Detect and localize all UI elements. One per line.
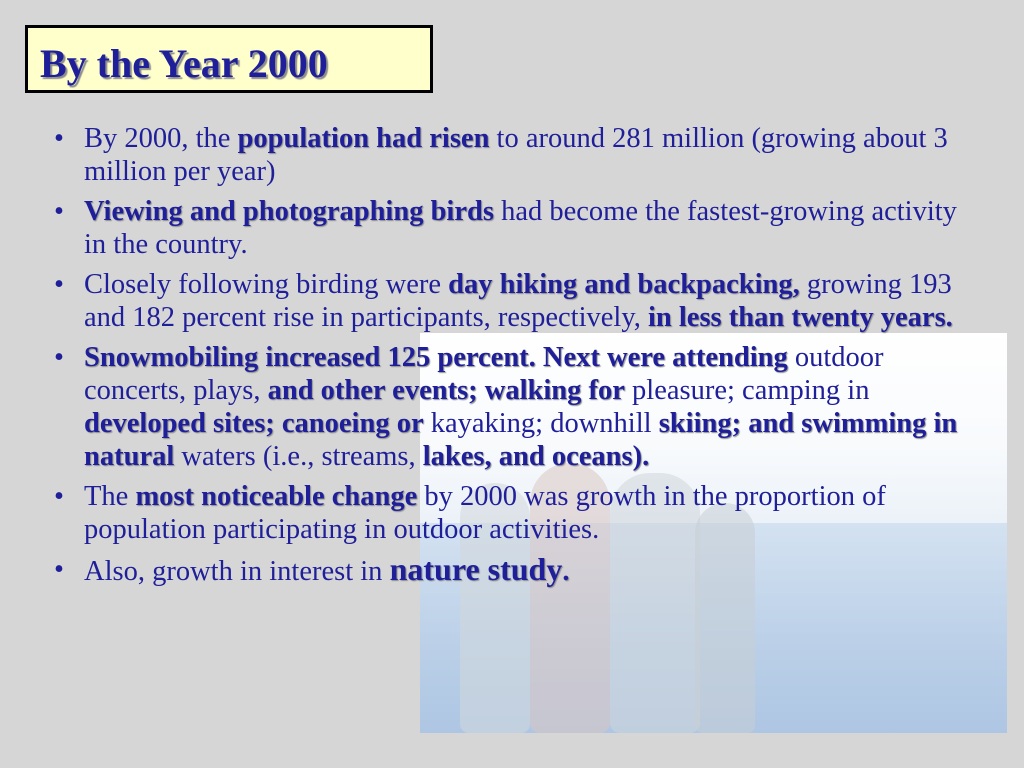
emphasized-text: lakes, and oceans).: [422, 441, 650, 472]
bullet-marker: •: [54, 342, 64, 373]
bullet-text: by 2000 was growth in the proportion of population participating in outdoor activities.: [84, 481, 886, 545]
bullet-marker: •: [54, 481, 64, 512]
bullet-item: [44, 553, 974, 588]
emphasized-text: and other events; walking for: [267, 375, 625, 406]
bullet-text: The: [84, 481, 136, 512]
bullet-item: [44, 122, 974, 188]
emphasized-text: Viewing and photographing birds: [84, 196, 494, 227]
bullet-text: kayaking; downhill: [423, 408, 659, 439]
emphasized-text: nature study: [389, 551, 563, 587]
title-box: [25, 25, 433, 93]
emphasized-text: developed sites; canoeing or: [84, 408, 424, 439]
slide-title: By the Year 2000: [40, 41, 328, 86]
bullet-marker: •: [54, 196, 64, 227]
bullet-text: to around 281 million (growing about 3 million per year): [84, 123, 948, 187]
bullet-item: [44, 268, 974, 334]
emphasized-text: Snowmobiling increased 125 percent. Next were attending: [84, 342, 788, 373]
bullet-marker: •: [54, 554, 64, 585]
bullet-text: had become the fastest-growing activity in the country.: [84, 196, 957, 260]
bullet-text: Closely following birding were: [84, 269, 449, 300]
bullet-marker: •: [54, 123, 64, 154]
bullet-text: pleasure; camping in: [624, 375, 870, 406]
bullet-text: waters (i.e., streams,: [174, 441, 423, 472]
bullet-item: [44, 195, 974, 261]
bullet-list: [44, 122, 974, 595]
bullet-text: outdoor concerts, plays,: [84, 342, 884, 406]
emphasized-text: in less than twenty years.: [648, 302, 953, 333]
emphasized-text: .: [562, 556, 570, 587]
emphasized-text: population had risen: [237, 123, 490, 154]
bullet-text: Also, growth in interest in: [84, 556, 390, 587]
emphasized-text: day hiking and backpacking,: [448, 269, 800, 300]
bullet-text: By 2000, the: [84, 123, 238, 154]
emphasized-text: most noticeable change: [135, 481, 418, 512]
bullet-item: [44, 341, 974, 473]
bullet-text: growing 193 and 182 percent rise in participants, respectively,: [84, 269, 952, 333]
bullet-marker: •: [54, 269, 64, 300]
emphasized-text: skiing; and swimming in natural: [84, 408, 958, 472]
bullet-item: [44, 480, 974, 546]
